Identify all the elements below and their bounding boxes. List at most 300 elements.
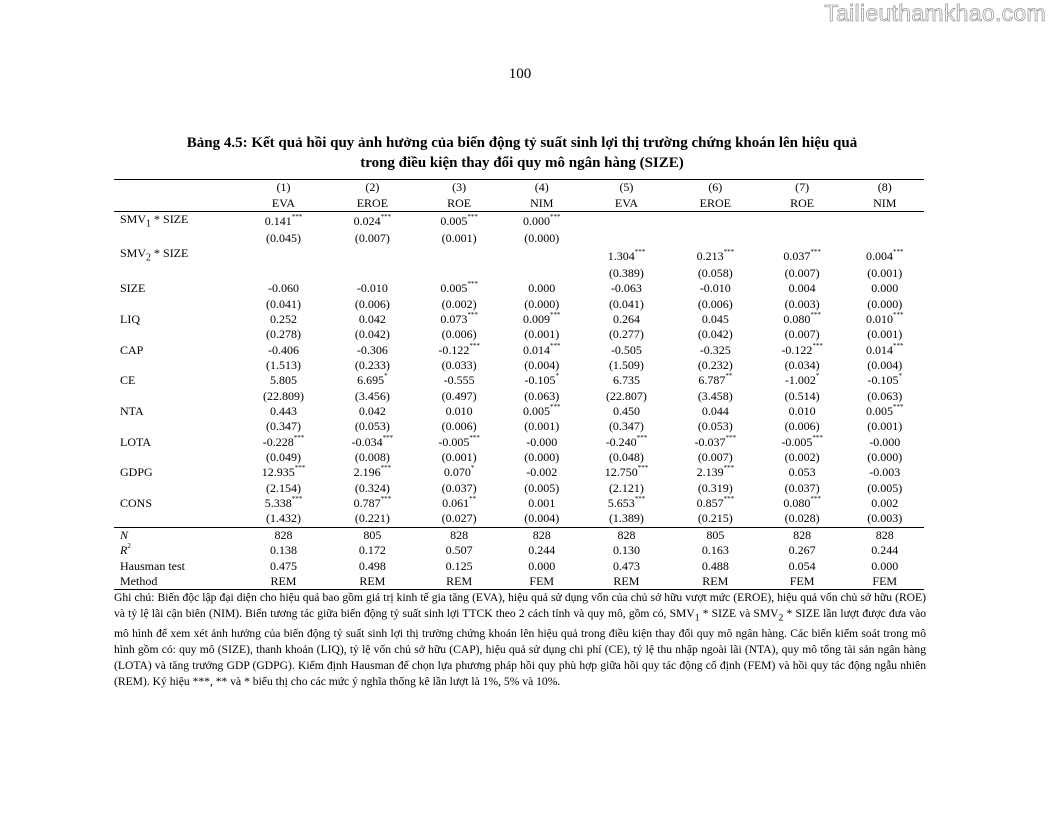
se-row [114,511,924,527]
coef-cell [238,246,329,265]
coef-cell [672,343,759,358]
significance-stars: *** [812,341,823,350]
coef-cell [416,281,503,296]
coef-cell [416,404,503,419]
se-cell: (0.233) [354,358,390,373]
coef-cell [581,496,672,511]
coef-value: 0.787 [353,496,381,511]
se-cell: (0.001) [867,327,903,342]
se-cell: (0.221) [354,511,390,526]
row-label-main: CONS [120,496,153,511]
coef-cell [672,404,759,419]
coef-cell [416,373,503,388]
coef-cell [503,496,581,511]
stat-value: 828 [238,527,329,543]
coef-value: -0.010 [356,281,388,296]
stat-value: 0.267 [788,543,816,558]
coef-cell [672,435,759,450]
stat-value: 0.473 [612,558,640,573]
se-row [114,481,924,496]
column-variable: NIM [845,195,924,211]
row-label [114,435,238,450]
coef-cell [759,435,846,450]
significance-stars: *** [291,212,303,221]
coef-cell [672,373,759,388]
coef-cell [503,465,581,480]
coef-value: 0.045 [701,312,729,327]
column-variable: EROE [329,195,416,211]
coef-value: -0.122 [781,342,813,357]
coef-cell [672,246,759,265]
coef-cell [845,435,924,450]
se-label-cell [114,389,238,404]
coef-value: -0.060 [267,281,299,296]
se-cell: (1.389) [608,511,644,526]
coef-value: -0.005 [438,434,470,449]
se-cell: (0.347) [608,419,644,434]
se-cell: (0.045) [265,231,301,246]
se-cell: (0.324) [354,480,390,495]
coef-cell [503,312,581,327]
stat-value: 0.507 [445,543,473,558]
coef-cell [238,373,329,388]
coef-cell [581,343,672,358]
se-cell: (0.006) [441,327,477,342]
coef-value: -0.010 [699,281,731,296]
se-cell: (0.000) [867,296,903,311]
coef-value: 12.935 [261,465,295,480]
se-cell [845,231,924,246]
significance-stars: *** [810,495,821,504]
significance-stars: *** [380,464,392,473]
coef-cell [845,246,924,265]
se-cell: (0.002) [784,450,820,465]
stat-label-text: N [120,527,129,542]
coef-cell [238,281,329,296]
coef-row [114,246,924,265]
se-cell [759,231,846,246]
significance-stars: *** [549,311,561,320]
se-row [114,231,924,246]
se-cell: (0.277) [608,327,644,342]
table-title-line-1: Bảng 4.5: Kết quả hồi quy ảnh hưởng của biến động tỷ suất sinh lợi thị trường chứng khoán lên hiệu quả [186,135,858,151]
stat-value: 0.130 [612,543,640,558]
stat-row [114,527,924,543]
se-cell: (0.033) [441,358,477,373]
coef-cell [845,281,924,296]
stat-value: 828 [581,527,672,543]
stat-value: 828 [416,527,503,543]
se-cell [503,266,581,281]
significance-stars: *** [892,341,904,350]
coef-cell [416,496,503,511]
row-label-main: SMV [120,246,147,261]
stat-label-text: Hausman test [120,558,185,573]
coef-cell [672,281,759,296]
coef-cell [416,435,503,450]
se-cell: (0.034) [784,358,820,373]
coef-value: -0.105 [867,373,899,388]
se-cell: (2.121) [608,480,644,495]
significance-stars: *** [549,341,561,350]
stat-label [114,527,238,543]
coef-value: -0.228 [262,434,294,449]
se-cell: (0.006) [441,419,477,434]
se-cell: (0.006) [697,296,733,311]
se-label-cell [114,358,238,373]
coef-cell [503,435,581,450]
se-cell: (0.037) [784,480,820,495]
coef-value: 0.014 [522,342,550,357]
se-cell: (0.003) [867,511,903,526]
column-variable: ROE [759,195,846,211]
coef-value: 5.805 [269,373,297,388]
stat-value: 828 [503,527,581,543]
column-variable: ROE [416,195,503,211]
coef-value: 0.010 [865,312,893,327]
stat-value: 0.244 [528,543,556,558]
se-cell: (3.456) [354,388,390,403]
coef-row [114,404,924,419]
stat-label-superscript: 2 [127,542,131,551]
se-cell: (0.000) [524,450,560,465]
stat-value: 0.138 [269,543,297,558]
se-label-cell [114,297,238,312]
se-label-cell [114,481,238,496]
stat-value: REM [581,574,672,590]
se-label-cell [114,231,238,246]
se-cell: (0.008) [354,450,390,465]
coef-cell [759,246,846,265]
se-cell: (0.005) [524,480,560,495]
se-cell: (0.007) [784,327,820,342]
coef-value: 5.338 [264,496,292,511]
significance-stars: *** [810,247,821,256]
coef-cell [759,373,846,388]
coef-value: 0.213 [696,248,724,263]
stat-value: REM [238,574,329,590]
row-label-rest: * SIZE [151,211,189,226]
coef-row [114,373,924,388]
page-number: 100 [508,66,532,82]
stat-value: 0.498 [358,558,386,573]
stat-value: 0.125 [445,558,473,573]
significance-stars: * [470,464,475,473]
se-cell [581,231,672,246]
se-cell: (0.005) [867,480,903,495]
coef-value: 0.005 [440,213,468,228]
se-cell: (0.042) [354,327,390,342]
significance-stars: * [898,372,902,381]
coef-value: 0.053 [788,465,816,480]
coef-cell [581,373,672,388]
se-label-cell [114,419,238,434]
stat-value: 0.244 [871,543,899,558]
se-cell: (0.041) [265,296,301,311]
column-number: (4) [503,180,581,196]
se-label-cell [114,266,238,281]
se-cell: (0.497) [441,388,477,403]
significance-stars: *** [549,212,561,221]
coef-row [114,435,924,450]
significance-stars: *** [467,280,478,289]
coef-cell [581,281,672,296]
coef-value: 2.139 [696,465,724,480]
se-cell: (0.001) [441,231,477,246]
significance-stars: *** [637,464,649,473]
regression-table [114,179,924,590]
column-number: (5) [581,180,672,196]
significance-stars: *** [469,341,480,350]
significance-stars: *** [723,247,735,256]
coef-value: 12.750 [604,465,638,480]
se-cell: (0.003) [784,296,820,311]
se-cell: (0.053) [354,419,390,434]
stat-label-text: R [120,543,128,558]
coef-cell [672,496,759,511]
coef-cell [845,496,924,511]
significance-stars: ** [469,495,477,504]
row-label-main: LIQ [120,312,140,327]
coef-cell [238,465,329,480]
stat-value: 0.163 [701,543,729,558]
coef-cell [238,496,329,511]
coef-cell [329,373,416,388]
coef-cell [759,496,846,511]
coef-value: -0.034 [351,434,383,449]
coef-cell [238,435,329,450]
se-cell: (0.007) [784,265,820,280]
stat-label [114,558,238,573]
row-label-main: CAP [120,342,144,357]
coef-value: 0.004 [788,281,816,296]
coef-cell [329,343,416,358]
row-label [114,404,238,419]
table-title [118,133,926,173]
se-cell: (22.807) [605,388,647,403]
significance-stars: *** [892,403,904,412]
row-label [114,496,238,511]
coef-cell [503,246,581,265]
coef-row [114,281,924,296]
header-row-vars [114,195,924,211]
se-cell: (0.001) [524,327,560,342]
coef-cell [238,211,329,231]
coef-value: 0.014 [865,342,893,357]
stat-value: 0.054 [788,558,816,573]
significance-stars: * [815,372,820,381]
row-label [114,312,238,327]
coef-value: 0.002 [871,496,899,511]
significance-stars: *** [467,212,478,221]
stat-value: 805 [672,527,759,543]
se-cell [416,266,503,281]
row-label [114,465,238,480]
stat-value: FEM [503,574,581,590]
coef-value: 1.304 [607,248,635,263]
coef-cell [503,211,581,231]
significance-stars: *** [723,495,735,504]
coef-value: -0.240 [605,434,637,449]
coef-cell [238,343,329,358]
se-cell: (0.053) [697,419,733,434]
coef-cell [759,312,846,327]
note-text-1: Ghi chú: Biến độc lập đại diện cho hiệu quả bao gồm giá trị kinh tế gia tăng (EVA), hiệu quả sử dụng vốn của chủ sở hữu vượt mức (EROE), hiệu quả vốn chủ sở hữu (ROE) và tỷ lệ lãi cận biên (NIM). Biến tương tác giữa biến động tỷ suất sinh lợi TTCK theo 2 cách tính và quy mô, gồm có, SMV [114,591,926,620]
header-label-cell [114,195,238,211]
stat-label [114,543,238,558]
coef-value: 0.857 [696,496,724,511]
se-row [114,389,924,404]
se-cell: (0.347) [265,419,301,434]
column-variable: NIM [503,195,581,211]
significance-stars: *** [634,247,646,256]
coef-value: 5.653 [607,496,635,511]
coef-cell [503,373,581,388]
stat-value: 0.172 [358,543,386,558]
significance-stars: *** [382,433,394,442]
coef-cell [238,312,329,327]
coef-value: 0.005 [522,404,550,419]
row-label-main: GDPG [120,465,153,480]
watermark: Tailieuthamkhao.com [824,0,1046,26]
coef-value: 6.735 [612,373,640,388]
coef-value: 0.005 [440,281,468,296]
significance-stars: *** [291,495,303,504]
note-sub-1: 1 [694,612,700,624]
header-row-numbers [114,180,924,196]
coef-cell [845,373,924,388]
coef-value: 0.000 [522,213,550,228]
coef-value: -1.002 [784,373,816,388]
stat-value: 0.000 [871,558,899,573]
se-cell [672,231,759,246]
row-label-main: SMV [120,211,147,226]
column-number: (1) [238,180,329,196]
se-cell: (0.004) [524,358,560,373]
coef-value: 0.000 [871,281,899,296]
note-text-2: * SIZE và SMV [699,607,779,620]
coef-cell [329,496,416,511]
coef-value: 0.061 [442,496,470,511]
coef-cell [329,404,416,419]
row-label-subscript: 2 [146,252,152,264]
coef-value: -0.003 [869,465,901,480]
se-cell: (0.004) [524,511,560,526]
coef-cell [238,404,329,419]
note-sub-2: 2 [778,612,784,624]
se-cell: (1.432) [265,511,301,526]
se-cell: (0.063) [524,388,560,403]
coef-value: 0.070 [443,465,471,480]
se-cell: (0.028) [784,511,820,526]
se-cell [238,266,329,281]
row-label-rest: * SIZE [151,246,189,261]
coef-row [114,465,924,480]
coef-cell [581,211,672,231]
coef-cell [329,465,416,480]
stat-value: FEM [845,574,924,590]
stat-value: 0.488 [701,558,729,573]
se-cell: (0.001) [524,419,560,434]
table-note [114,590,926,690]
coef-cell [416,246,503,265]
se-cell: (0.001) [867,265,903,280]
se-cell: (0.006) [354,296,390,311]
significance-stars: *** [892,247,904,256]
se-cell: (0.042) [697,327,733,342]
coef-cell [329,312,416,327]
coef-cell [759,281,846,296]
se-cell: (2.154) [265,480,301,495]
coef-value: 0.037 [783,248,811,263]
significance-stars: *** [294,464,306,473]
se-cell: (0.063) [867,388,903,403]
coef-value: -0.063 [610,281,642,296]
se-cell: (0.000) [867,450,903,465]
coef-value: 2.196 [353,465,381,480]
se-row [114,450,924,465]
column-number: (6) [672,180,759,196]
stat-value: 805 [329,527,416,543]
column-number: (7) [759,180,846,196]
se-row [114,266,924,281]
coef-cell [759,343,846,358]
se-cell: (0.278) [265,327,301,342]
significance-stars: *** [467,311,478,320]
coef-value: 0.004 [865,248,893,263]
se-row [114,358,924,373]
se-cell: (0.001) [441,450,477,465]
se-cell: (0.389) [608,265,644,280]
column-number: (3) [416,180,503,196]
stat-value: 0.475 [269,558,297,573]
note-text-3: * SIZE lần lượt được đưa vào mô hình để xem xét ảnh hưởng của biến động tỷ suất sinh lợi thị trường chứng khoán lên hiệu quả trong điều kiện thay đổi quy mô ngân hàng. Các biến kiểm soát trong mô hình gồm có: quy mô (SIZE), thanh khoản (LIQ), tỷ lệ vốn chủ sở hữu (CAP), hiệu quả sử dụng chi phí (CE), tỷ lệ thu nhập ngoài lãi (NTA), quy mô tổng tài sản ngân hàng (LOTA) và tăng trưởng GDP (GDPG). Kiểm định Hausman để chọn lựa phương pháp hồi quy phù hợp giữa hồi quy tác động cố định (FEM) và hồi quy tác động ngẫu nhiên (REM). Ký hiệu ***, ** và * biểu thị cho các mức ý nghĩa thống kê lần lượt là 1%, 5% và 10%. [114,607,927,689]
significance-stars: *** [293,433,305,442]
coef-cell [416,211,503,231]
significance-stars: *** [634,495,646,504]
coef-value: -0.306 [356,342,388,357]
coef-value: 0.005 [865,404,893,419]
row-label [114,246,238,265]
stat-row [114,558,924,573]
se-cell: (0.007) [697,450,733,465]
se-cell: (0.037) [441,480,477,495]
coef-value: -0.555 [443,373,475,388]
significance-stars: *** [810,311,821,320]
column-variable: EROE [672,195,759,211]
coef-cell [759,404,846,419]
significance-stars: * [384,372,388,381]
se-cell: (0.041) [608,296,644,311]
se-cell: (0.000) [524,296,560,311]
se-cell: (1.513) [265,358,301,373]
coef-cell [581,435,672,450]
significance-stars: *** [549,403,561,412]
se-label-cell [114,511,238,527]
column-variable: EVA [238,195,329,211]
stat-label-text: Method [120,573,158,588]
coef-value: -0.505 [610,342,642,357]
se-cell: (0.215) [697,511,733,526]
significance-stars: *** [812,433,823,442]
coef-value: 6.787 [698,373,726,388]
significance-stars: *** [892,311,904,320]
coef-value: 0.042 [358,312,386,327]
se-cell: (0.001) [867,419,903,434]
se-label-cell [114,327,238,342]
significance-stars: *** [636,433,648,442]
header-label-cell [114,180,238,196]
